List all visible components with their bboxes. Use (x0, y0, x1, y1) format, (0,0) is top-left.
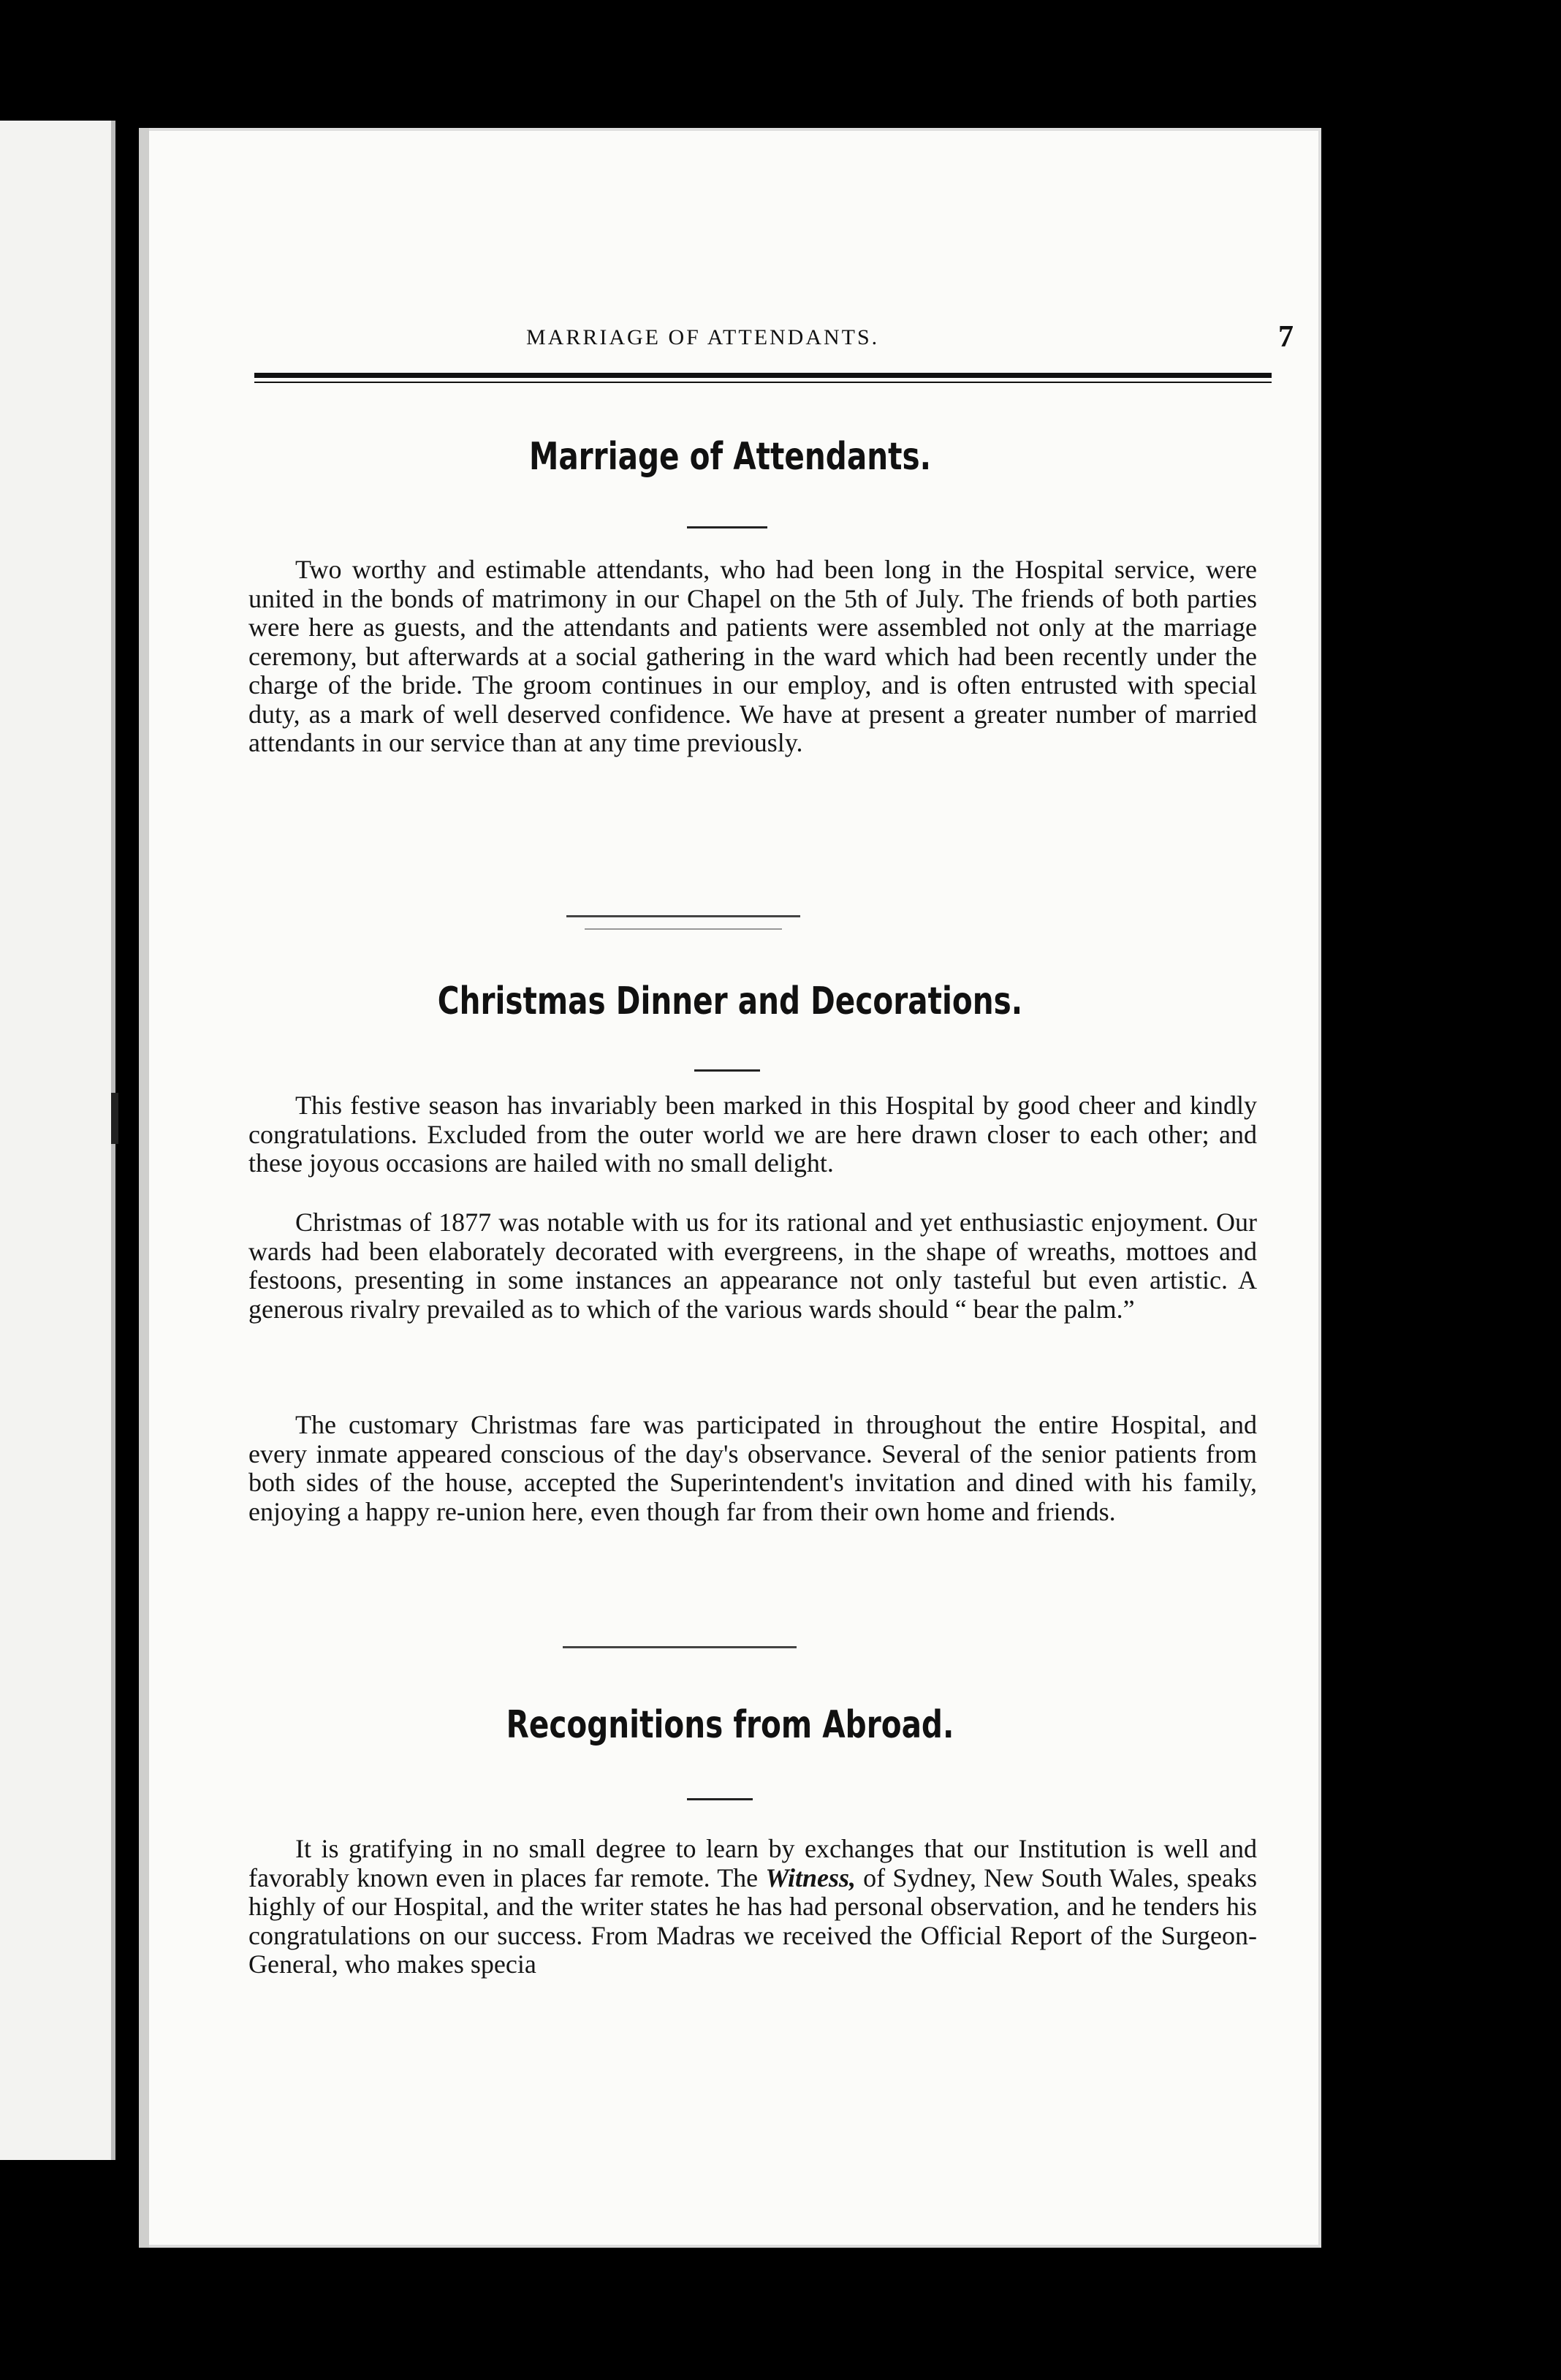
paragraph-recognitions (248, 1835, 1257, 1979)
heading-underline (687, 1798, 753, 1800)
paragraph-text-end: of Sydney, New South Wales, speaks highly of our Hospital, and the writer states he has had personal observation, and he tenders his congratulations on our success. From Madras we received the Official Report of the Surgeon-General, who makes specia (248, 1862, 1257, 1979)
paragraph-marriage (248, 556, 1257, 758)
section-heading-recognitions: Recognitions from Abroad. (506, 1703, 954, 1747)
section-divider (563, 1646, 797, 1648)
paragraph-text: Christmas of 1877 was notable with us for its rational and yet enthusiastic enjoyment. Our wards had been elaborately decorated with evergreens, in the shape of wreaths, mottoes and festoons, presenting in some instances an appearance not only tasteful but even artistic. A generous rivalry prevailed as to which of the various wards should “ bear the palm.” (248, 1208, 1257, 1324)
periodical-title: Witness, (765, 1862, 857, 1892)
facing-page-edge (0, 121, 115, 2160)
paragraph-text: The customary Christmas fare was participated in throughout the entire Hospital, and every inmate appeared conscious of the day's observance. Several of the senior patients from both sides of the house, accepted the Superintendent's invitation and dined with his family, enjoying a happy re-union here, even though far from their own home and friends. (248, 1410, 1257, 1526)
section-heading-christmas: Christmas Dinner and Decorations. (437, 979, 1023, 1023)
paragraph-christmas-2 (248, 1208, 1257, 1324)
paragraph-text: This festive season has invariably been marked in this Hospital by good cheer and kindly congratulations. Excluded from the outer world we are here drawn closer to each other; and these joyous occasions are hailed with no small delight. (248, 1091, 1257, 1178)
book-page (139, 128, 1321, 2248)
section-divider (566, 915, 800, 917)
heading-underline (694, 1069, 760, 1072)
section-heading-marriage: Marriage of Attendants. (528, 435, 932, 479)
heading-underline (687, 526, 767, 528)
page-number: 7 (1278, 320, 1294, 354)
page-gutter (139, 128, 149, 2248)
paragraph-text: Two worthy and estimable attendants, who had been long in the Hospital service, were united in the bonds of matrimony in our Chapel on the 5th of July. The friends of both parties were here as guests, and the attendants and patients were assembled not only at the marriage ceremony, but afterwards at a social gathering in the ward which had been recently under the charge of the bride. The groom continues in our employ, and is often entrusted with special duty, as a mark of well deserved confidence. We have at present a greater number of married attendants in our service than at any time previously. (248, 555, 1257, 757)
paragraph-christmas-3 (248, 1411, 1257, 1526)
header-rule (254, 373, 1272, 383)
section-divider-faint (585, 928, 782, 930)
binding-notch (111, 1093, 118, 1144)
running-head (526, 320, 1294, 366)
running-head-title: MARRIAGE OF ATTENDANTS. (526, 325, 880, 349)
paragraph-text-start: It is gratifying in no small degree to learn by exchanges that our Institution is well and favorably known even in places far remote. The (248, 1834, 1257, 1892)
paragraph-christmas-1 (248, 1091, 1257, 1178)
